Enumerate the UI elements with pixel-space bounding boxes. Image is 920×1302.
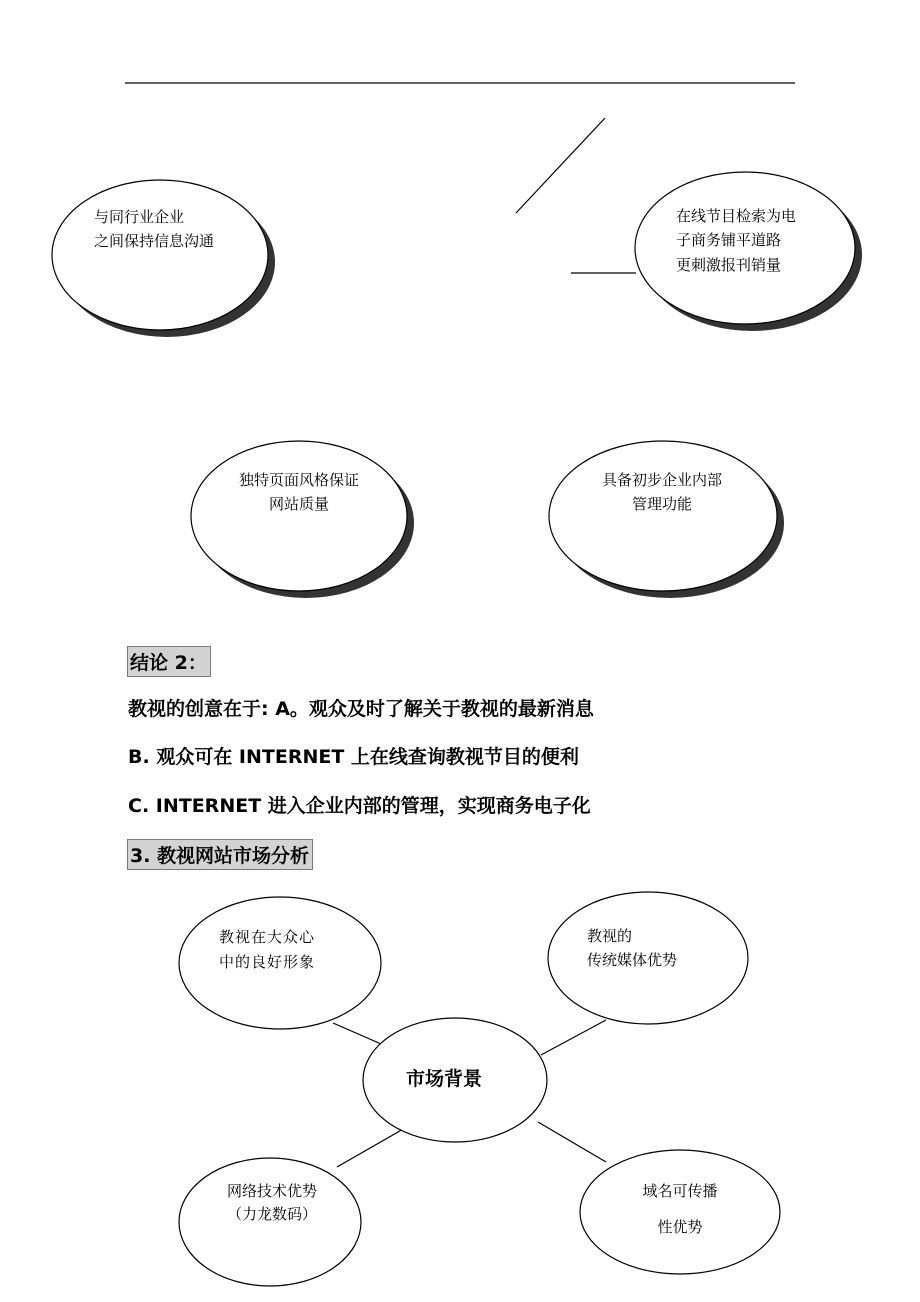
- bubble-text: 教视在大众心: [219, 928, 316, 946]
- bubble-text: 网络技术优势: [226, 1182, 318, 1200]
- bubble-text: （力龙数码）: [226, 1205, 318, 1223]
- section-heading: 3. 教视网站市场分析: [127, 839, 313, 870]
- bubble-text: 中的良好形象: [219, 953, 316, 971]
- bubble-text: 传统媒体优势: [587, 951, 678, 969]
- bubble-image: [179, 897, 381, 1029]
- market-center-node: [363, 1018, 547, 1142]
- bubble-domain: [580, 1150, 780, 1274]
- bubble-text: 之间保持信息沟通: [94, 232, 215, 250]
- bubble-text: 更刺激报刊销量: [676, 256, 782, 274]
- bubble-text: 子商务铺平道路: [676, 231, 782, 249]
- bubble-text: 具备初步企业内部: [601, 471, 723, 489]
- bubble-text: 独特页面风格保证: [238, 471, 360, 489]
- conclusion-line-c: C. INTERNET 进入企业内部的管理，实现商务电子化: [128, 795, 591, 817]
- bubble-text: 网站质量: [268, 495, 330, 513]
- bubble-text: 在线节目检索为电: [676, 207, 797, 225]
- conclusion-line-b: B. 观众可在 INTERNET 上在线查询教视节目的便利: [128, 746, 579, 768]
- bubble-text: 教视的: [587, 927, 633, 945]
- market-center-label: 市场背景: [405, 1068, 483, 1090]
- bubble-text: 与同行业企业: [94, 208, 185, 226]
- bubble-manage: [549, 441, 784, 598]
- conclusion-line-a: 教视的创意在于: A。观众及时了解关于教视的最新消息: [128, 698, 594, 720]
- bubble-text: 性优势: [657, 1218, 703, 1236]
- bubble-text: 管理功能: [631, 495, 693, 513]
- bubble-media: [548, 892, 748, 1024]
- conclusion-heading: 结论 2：: [127, 646, 211, 677]
- bubble-text: 域名可传播: [642, 1182, 718, 1200]
- bubble-online: [635, 172, 862, 331]
- bubble-tech: [179, 1158, 361, 1286]
- connector-line: [516, 118, 605, 213]
- bubble-peer: [52, 180, 275, 337]
- bubble-style: [191, 441, 414, 598]
